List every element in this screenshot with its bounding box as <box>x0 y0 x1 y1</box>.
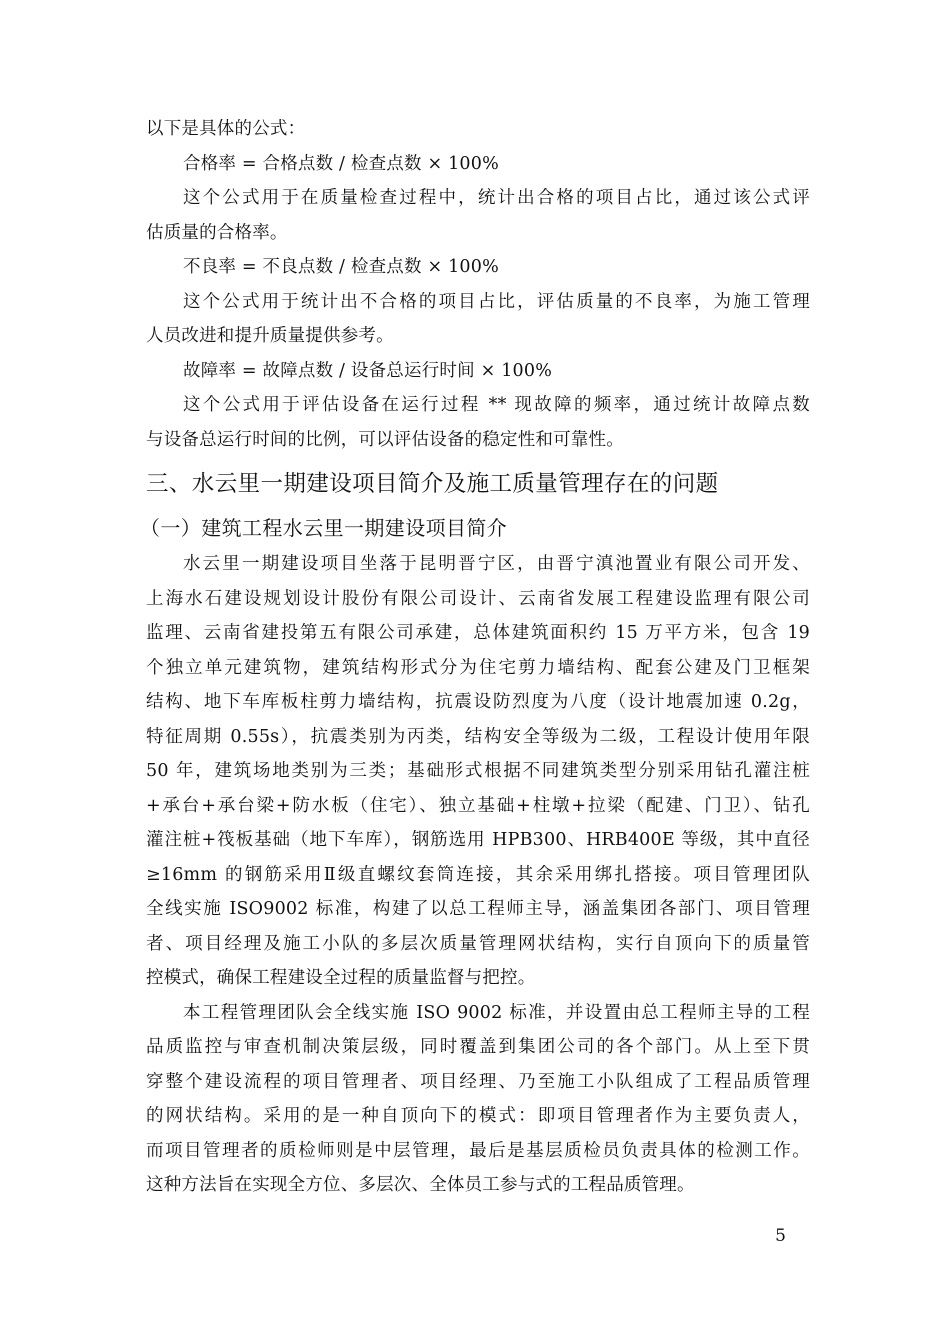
section-heading: 三、水云里一期建设项目简介及施工质量管理存在的问题 <box>146 471 719 497</box>
intro-line: 以下是具体的公式： <box>146 119 306 139</box>
explain-pass-line-1: 这个公式用于在质量检查过程中，统计出合格的项目占比，通过该公式评 <box>183 188 810 208</box>
explain-defect-line-1: 这个公式用于统计出不合格的项目占比，评估质量的不良率，为施工管理 <box>183 291 810 312</box>
paragraph-line: 水云里一期建设项目坐落于昆明晋宁区，由晋宁滇池置业有限公司开发、 <box>183 554 810 574</box>
formula-defect-rate: 不良率 = 不良点数 / 检查点数 × 100% <box>183 257 499 277</box>
paragraph-line: 全线实施 ISO9002 标准，构建了以总工程师主导，涵盖集团各部门、项目管理 <box>146 899 810 919</box>
formula-fault-rate: 故障率 = 故障点数 / 设备总运行时间 × 100% <box>183 360 553 381</box>
explain-pass-line-2: 估质量的合格率。 <box>146 222 288 243</box>
paragraph-line: 本工程管理团队会全线实施 ISO 9002 标准，并设置由总工程师主导的工程 <box>183 1002 810 1023</box>
subsection-heading: （一）建筑工程水云里一期建设项目简介 <box>140 516 508 540</box>
paragraph-line: 这种方法旨在实现全方位、多层次、全体员工参与式的工程品质管理。 <box>146 1175 695 1195</box>
paragraph-line: 个独立单元建筑物，建筑结构形式分为住宅剪力墙结构、配套公建及门卫框架 <box>146 657 810 678</box>
page-content <box>140 112 810 1203</box>
paragraph-line: 而项目管理者的质检师则是中层管理，最后是基层质检员负责具体的检测工作。 <box>146 1140 810 1161</box>
paragraph-line: 的网状结构。采用的是一种自顶向下的模式：即项目管理者作为主要负责人， <box>146 1106 810 1126</box>
paragraph-line: 控模式，确保工程建设全过程的质量监督与把控。 <box>146 968 536 988</box>
paragraph-line: 品质监控与审查机制决策层级，同时覆盖到集团公司的各个部门。从上至下贯 <box>146 1037 810 1057</box>
paragraph-management-structure <box>146 996 810 1203</box>
explain-fault-line-2: 与设备总运行时间的比例，可以评估设备的稳定性和可靠性。 <box>146 429 624 450</box>
paragraph-line: ≥16mm 的钢筋采用Ⅱ级直螺纹套筒连接，其余采用绑扎搭接。项目管理团队 <box>146 864 810 885</box>
paragraph-line: 穿整个建设流程的项目管理者、项目经理、乃至施工小队组成了工程品质管理 <box>146 1071 810 1092</box>
paragraph-line: 灌注桩+筏板基础（地下车库），钢筋选用 HPB300、HRB400E 等级，其中直径 <box>146 830 810 850</box>
page-number: 5 <box>775 1226 786 1246</box>
formula-pass-rate: 合格率 = 合格点数 / 检查点数 × 100% <box>183 153 499 174</box>
paragraph-line: 上海水石建设规划设计股份有限公司设计、云南省发展工程建设监理有限公司 <box>146 588 810 609</box>
paragraph-project-intro <box>146 547 810 996</box>
paragraph-line: 特征周期 0.55s），抗震类别为丙类，结构安全等级为二级，工程设计使用年限 <box>146 726 810 747</box>
paragraph-line: 监理、云南省建投第五有限公司承建，总体建筑面积约 15 万平方米，包含 19 <box>146 623 810 643</box>
paragraph-line: +承台+承台梁+防水板（住宅）、独立基础+柱墩+拉梁（配建、门卫）、钻孔 <box>146 795 810 816</box>
paragraph-line: 50 年，建筑场地类别为三类；基础形式根据不同建筑类型分别采用钻孔灌注桩 <box>146 761 810 781</box>
explain-fault-line-1: 这个公式用于评估设备在运行过程 ** 现故障的频率，通过统计故障点数 <box>183 395 810 415</box>
explain-defect-line-2: 人员改进和提升质量提供参考。 <box>146 326 394 346</box>
paragraph-line: 者、项目经理及施工小队的多层次质量管理网状结构，实行自顶向下的质量管 <box>146 933 810 954</box>
paragraph-line: 结构、地下车库板柱剪力墙结构，抗震设防烈度为八度（设计地震加速 0.2g， <box>146 692 810 712</box>
